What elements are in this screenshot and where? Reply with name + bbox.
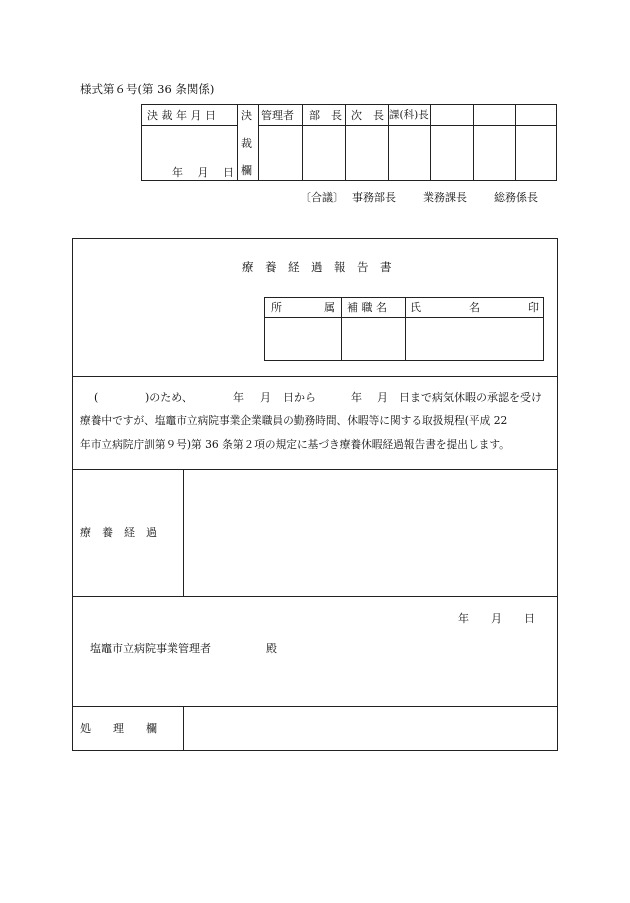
approval-side-label-1: 決 (241, 109, 252, 122)
council-role-admin-director: 事務部長 (352, 191, 396, 204)
role-deputy: 次 長 (351, 109, 384, 122)
statement-line-2: 療養中ですが、塩竈市立病院事業企業職員の勤務時間、休暇等に関する取扱規程(平成 22 (80, 414, 508, 427)
statement-day-until: 日まで病気休暇の承認を受け (399, 391, 542, 404)
header-name-b: 名 (469, 301, 480, 314)
statement-year2: 年 (351, 391, 362, 404)
statement-line-3: 年市立病院庁訓第９号)第 36 条第２項の規定に基づき療養休暇経過報告書を提出します。 (80, 438, 510, 451)
addressee: 塩竈市立病院事業管理者 (90, 642, 211, 655)
statement-year1: 年 (233, 391, 244, 404)
statement-month1: 月 (260, 391, 271, 404)
role-manager: 管理者 (261, 109, 294, 122)
council-role-business-chief: 業務課長 (423, 191, 467, 204)
processing-label: 処 理 欄 (80, 722, 157, 735)
statement-open-paren: ( (94, 391, 99, 404)
statement-close-paren: )のため、 (145, 391, 193, 404)
honorific: 殿 (266, 642, 277, 655)
role-section-chief: 課(科)長 (389, 109, 429, 121)
decision-date-header: 決 裁 年 月 日 (147, 109, 216, 122)
processing-field[interactable] (185, 708, 556, 750)
progress-field[interactable] (185, 471, 556, 595)
statement-day-from: 日から (283, 391, 316, 404)
council-label: 〔合議〕 (300, 191, 344, 204)
role-director: 部 長 (309, 109, 342, 122)
report-title: 療 養 経 過 報 告 書 (242, 260, 392, 274)
header-name-a: 氏 (410, 301, 421, 314)
header-position: 補 職 名 (347, 301, 387, 314)
progress-label: 療 養 経 過 (80, 526, 157, 539)
report-date: 年 月 日 (458, 612, 535, 625)
council-role-general-chief: 総務係長 (494, 191, 538, 204)
approval-side-label-3: 欄 (241, 164, 252, 177)
form-number: 様式第６号(第 36 条関係) (80, 82, 215, 96)
decision-date-ymd: 年 月 日 (172, 166, 234, 179)
approval-side-label-2: 裁 (241, 137, 252, 150)
header-dept-a: 所 (271, 301, 282, 314)
statement-month2: 月 (377, 391, 388, 404)
header-seal: 印 (528, 301, 539, 314)
header-dept-b: 属 (324, 301, 335, 314)
